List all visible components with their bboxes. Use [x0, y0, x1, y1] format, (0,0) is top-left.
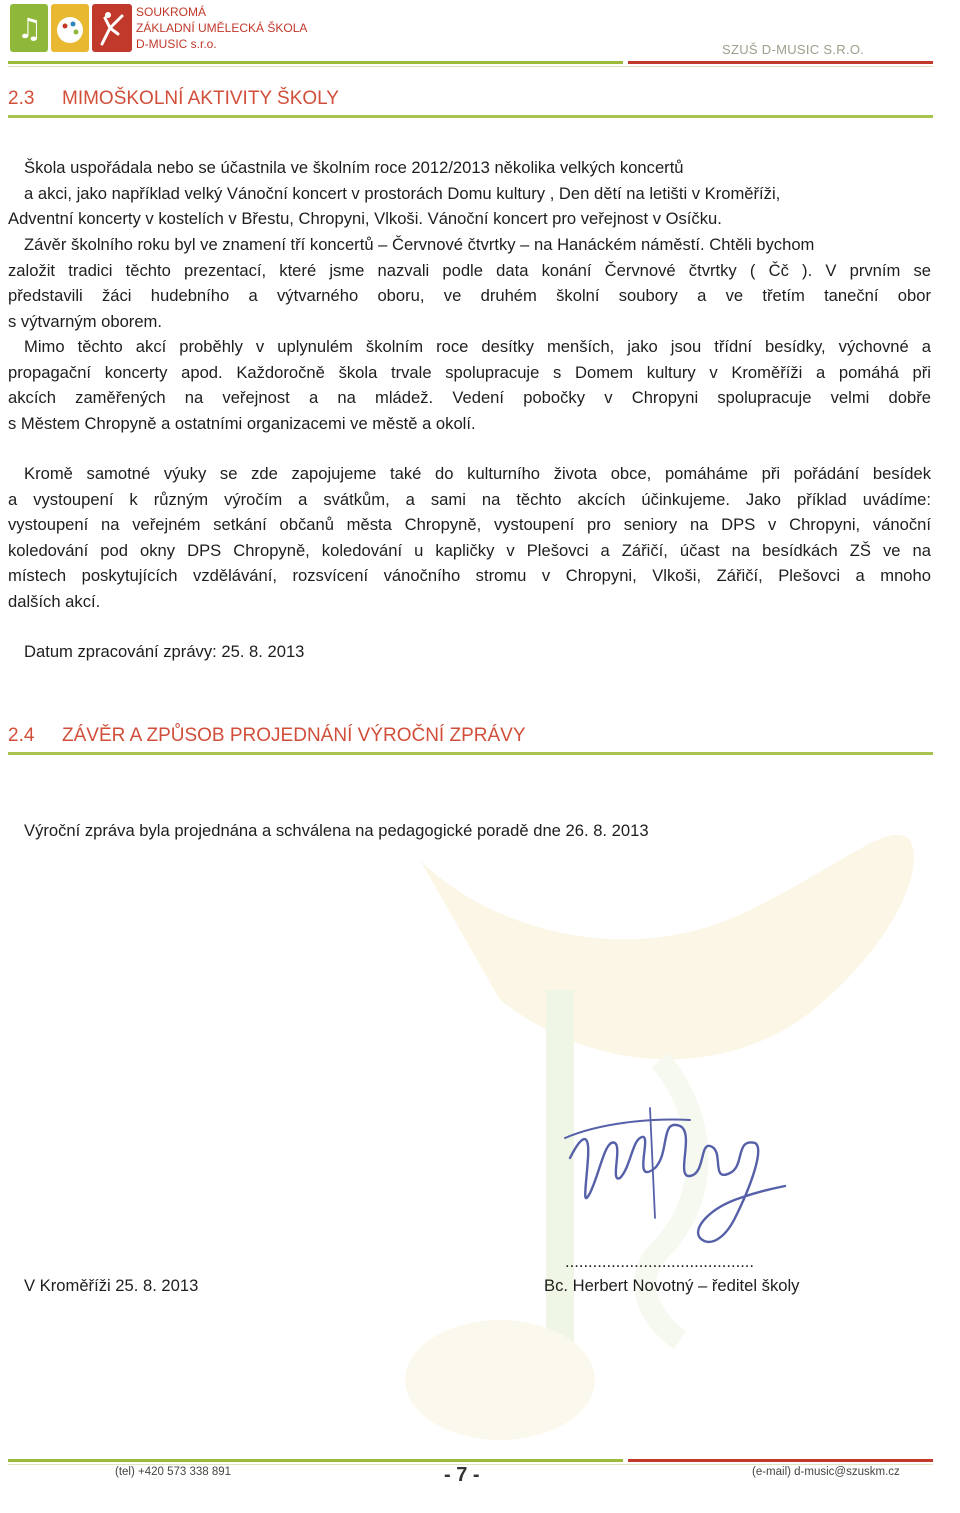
text-line: koledování pod okny DPS Chropyně, koledování u kapličky v Plešovci a Zářičí, účast na besídkách ZŠ ve na	[8, 540, 931, 560]
processing-date-text: Datum zpracování zprávy: 25. 8. 2013	[24, 642, 305, 661]
footer-email: (e-mail) d-music@szuskm.cz	[752, 1466, 900, 1478]
approval-statement	[8, 818, 931, 844]
section-number: 2.4	[8, 725, 35, 746]
school-name-line2: ZÁKLADNÍ UMĚLECKÁ ŠKOLA	[136, 21, 308, 35]
footer-telephone: (tel) +420 573 338 891	[115, 1466, 232, 1478]
school-name-line1: SOUKROMÁ	[136, 5, 207, 19]
header-rule-red	[628, 61, 933, 64]
footer-rule-red	[628, 1459, 933, 1462]
text-line: Mimo těchto akcí proběhly v uplynulém školním roce desítky menších, jako jsou třídní besídky, výchovné a	[24, 337, 931, 356]
signatory-name: Bc. Herbert Novotný – ředitel školy	[544, 1276, 800, 1295]
svg-text:♫: ♫	[17, 12, 43, 45]
text-line: a vystoupení k různým výročím a svátkům, a sami na těchto akcích účinkujeme. Jako příklad uvádíme:	[8, 489, 931, 509]
section-heading-2-4	[8, 725, 526, 747]
text-line: akcích zaměřených na veřejnost a na mládež. Vedení pobočky v Chropyni spolupracuje velmi dobře	[8, 388, 931, 407]
text-line: místech poskytujících vzdělávání, rozsvícení vánočního stromu v Chropyni, Vlkoši, Zářičí, Plešovci a mnoho	[8, 566, 931, 585]
school-name	[136, 4, 307, 52]
text-line: a akci, jako například velký Vánoční koncert v prostorách Domu kultury , Den dětí na letišti v Kroměříži,	[24, 183, 781, 203]
text-line: Adventní koncerty v kostelích v Břestu, Chropyni, Vlkoši. Vánoční koncert pro veřejnost v Osíčku.	[8, 209, 722, 228]
text-line: Závěr školního roku byl ve znamení tří koncertů – Červnové čtvrtky – na Hanáckém náměstí. Chtěli bychom	[24, 235, 815, 254]
place-and-date: V Kroměříži 25. 8. 2013	[24, 1276, 199, 1295]
section-title: ZÁVĚR A ZPŮSOB PROJEDNÁNÍ VÝROČNÍ ZPRÁVY	[62, 725, 526, 746]
paragraph-concerts	[8, 155, 931, 232]
text-line: s výtvarným oborem.	[8, 311, 162, 331]
text-line: Škola uspořádala nebo se účastnila ve školním roce 2012/2013 několika velkých koncertů	[24, 158, 684, 177]
section-rule	[8, 115, 933, 118]
text-line: s Městem Chropyně a ostatními organizacemi ve městě a okolí.	[8, 413, 476, 433]
text-line: založit tradici těchto prezentací, které jsme nazvali podle data konání Červnové čtvrtky ( Čč ). V prvním se	[8, 260, 931, 280]
handwritten-signature-icon	[560, 1098, 790, 1258]
school-name-line3: D-MUSIC s.r.o.	[136, 37, 217, 51]
text-line: propagační koncerty apod. Každoročně škola trvale spolupracuje s Domem kultury v Kroměříži a pomáhá při	[8, 362, 931, 382]
footer-rule-green	[8, 1459, 623, 1462]
paragraph-cultural-life	[8, 461, 931, 614]
text-line: Kromě samotné výuky se zde zapojujeme také do kulturního života obce, pomáháme při pořádání besídek	[24, 464, 931, 483]
header-rule-thin	[8, 66, 933, 67]
approval-text: Výroční zpráva byla projednána a schválena na pedagogické poradě dne 26. 8. 2013	[24, 821, 649, 840]
page-number: - 7 -	[444, 1464, 480, 1486]
section-heading-2-3	[8, 88, 339, 110]
section-rule	[8, 752, 933, 755]
header-rule-green	[8, 61, 623, 64]
header-right-text: SZUŠ D-MUSIC S.R.O.	[722, 42, 865, 57]
text-line: dalších akcí.	[8, 591, 101, 611]
paragraph-june-thursdays	[8, 232, 931, 334]
section-title: MIMOŠKOLNÍ AKTIVITY ŠKOLY	[62, 88, 339, 109]
processing-date	[8, 639, 931, 665]
text-line: představili žáci hudebního a výtvarného oboru, ve druhém školní soubory a ve třetím taneční obor	[8, 286, 931, 305]
paragraph-other-events	[8, 334, 931, 436]
text-line: vystoupení na veřejném setkání občanů města Chropyně, vystoupení pro seniory na DPS v Chropyni, vánoční	[8, 515, 931, 534]
signature-dots: .........................................	[565, 1252, 755, 1271]
section-number: 2.3	[8, 88, 35, 109]
school-logo-icon	[10, 4, 132, 52]
